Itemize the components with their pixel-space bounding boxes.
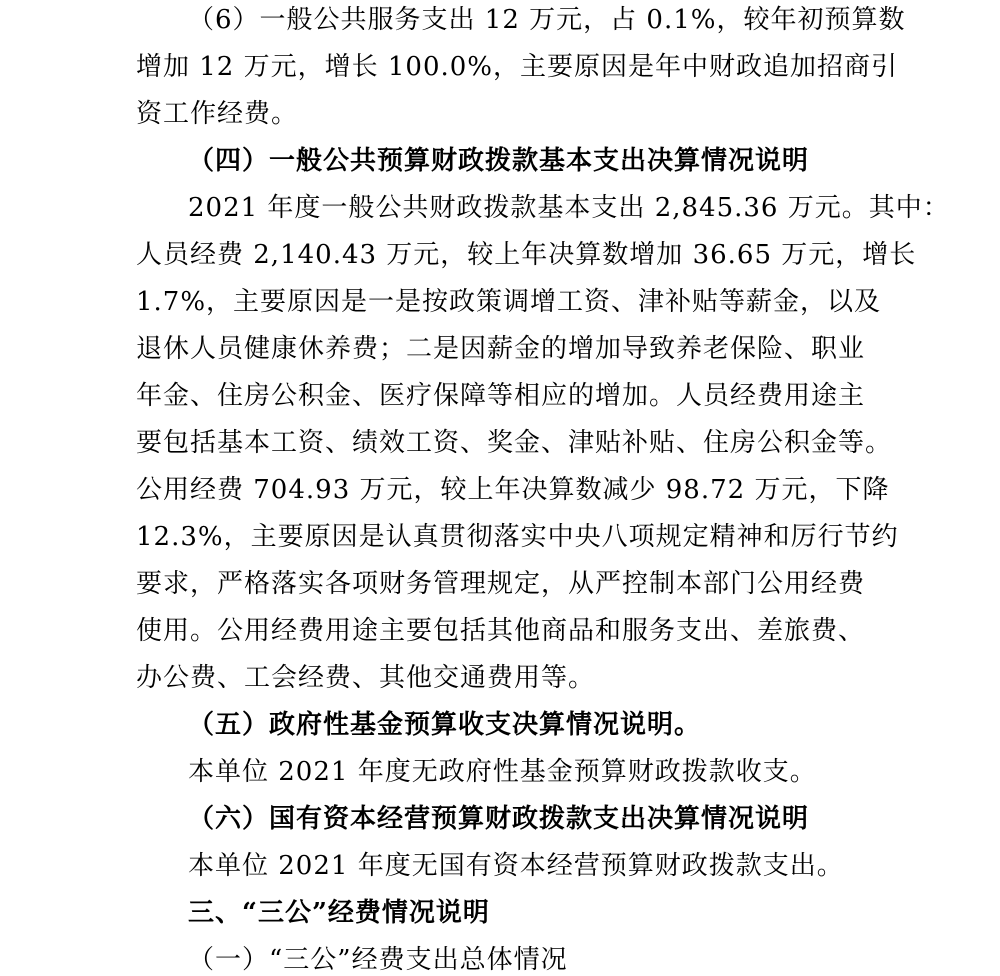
paragraph-line: 资工作经费。 bbox=[136, 99, 299, 129]
paragraph-line: 要求，严格落实各项财务管理规定，从严控制本部门公用经费 bbox=[136, 569, 866, 599]
paragraph-line: 办公费、工会经费、其他交通费用等。 bbox=[136, 663, 596, 693]
section-heading: （四）一般公共预算财政拨款基本支出决算情况说明 bbox=[188, 146, 810, 176]
paragraph-line: 使用。公用经费用途主要包括其他商品和服务支出、差旅费、 bbox=[136, 616, 866, 646]
section-heading: （六）国有资本经营预算财政拨款支出决算情况说明 bbox=[188, 804, 810, 834]
paragraph-line: 退休人员健康休养费；二是因薪金的增加导致养老保险、职业 bbox=[136, 334, 866, 364]
paragraph-line: 要包括基本工资、绩效工资、奖金、津贴补贴、住房公积金等。 bbox=[136, 428, 893, 458]
section-heading: （一）“三公”经费支出总体情况 bbox=[188, 945, 568, 975]
paragraph-line: 12.3%，主要原因是认真贯彻落实中央八项规定精神和厉行节约 bbox=[136, 522, 899, 552]
paragraph-line: 人员经费 2,140.43 万元，较上年决算数增加 36.65 万元，增长 bbox=[136, 240, 917, 270]
paragraph-line: 本单位 2021 年度无政府性基金预算财政拨款收支。 bbox=[188, 757, 817, 787]
paragraph-line: 1.7%，主要原因是一是按政策调增工资、津补贴等薪金，以及 bbox=[136, 287, 882, 317]
paragraph-line: 增加 12 万元，增长 100.0%，主要原因是年中财政追加招商引 bbox=[136, 52, 899, 82]
paragraph-line: 公用经费 704.93 万元，较上年决算数减少 98.72 万元，下降 bbox=[136, 475, 890, 505]
paragraph-line: 年金、住房公积金、医疗保障等相应的增加。人员经费用途主 bbox=[136, 381, 866, 411]
section-heading: （五）政府性基金预算收支决算情况说明。 bbox=[188, 710, 702, 740]
paragraph-line: 本单位 2021 年度无国有资本经营预算财政拨款支出。 bbox=[188, 851, 844, 881]
chapter-heading: 三、“三公”经费情况说明 bbox=[188, 898, 490, 928]
paragraph-line: 2021 年度一般公共财政拨款基本支出 2,845.36 万元。其中： bbox=[188, 193, 950, 223]
paragraph-line: （6）一般公共服务支出 12 万元，占 0.1%，较年初预算数 bbox=[188, 5, 906, 35]
